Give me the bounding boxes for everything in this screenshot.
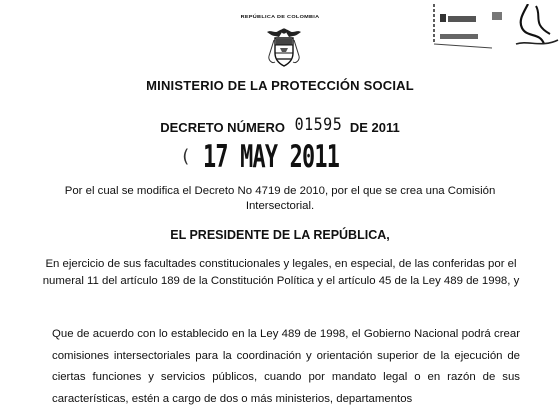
colombia-coat-of-arms-icon <box>266 26 302 70</box>
date-paren: ( <box>182 146 190 167</box>
received-stamp <box>432 4 560 52</box>
decree-label: DECRETO NÚMERO <box>160 120 285 135</box>
decree-number-line <box>0 113 560 136</box>
ministry-title: MINISTERIO DE LA PROTECCIÓN SOCIAL <box>146 78 414 93</box>
president-heading: EL PRESIDENTE DE LA REPÚBLICA, <box>170 228 390 242</box>
decree-number: 01595 <box>294 113 343 135</box>
considerando-paragraph: Que de acuerdo con lo establecido en la Ley 489 de 1998, el Gobierno Nacional podrá crear comisiones intersectoriales para la coordinación y orientación superior de la ejecución de ciertas funciones y servicios públicos, cuando por mandato legal o en razón de sus características, estén a cargo de dos o más ministerios, departamentos <box>52 328 520 405</box>
decree-summary: Por el cual se modifica el Decreto No 4719 de 2010, por el que se crea una Comisión Intersectorial. <box>64 185 496 212</box>
decree-year: DE 2011 <box>349 120 400 135</box>
republica-label: REPÚBLICA DE COLOMBIA <box>240 14 320 20</box>
date-stamp <box>0 140 560 173</box>
decree-date: 17 MAY 2011 <box>203 138 340 175</box>
faculties-paragraph: En ejercicio de sus facultades constitucionales y legales, en especial, de las conferidas por el numeral 11 del artículo 189 de la Constitución Política y el artículo 45 de la Ley 489 de 1998, y <box>42 258 520 287</box>
